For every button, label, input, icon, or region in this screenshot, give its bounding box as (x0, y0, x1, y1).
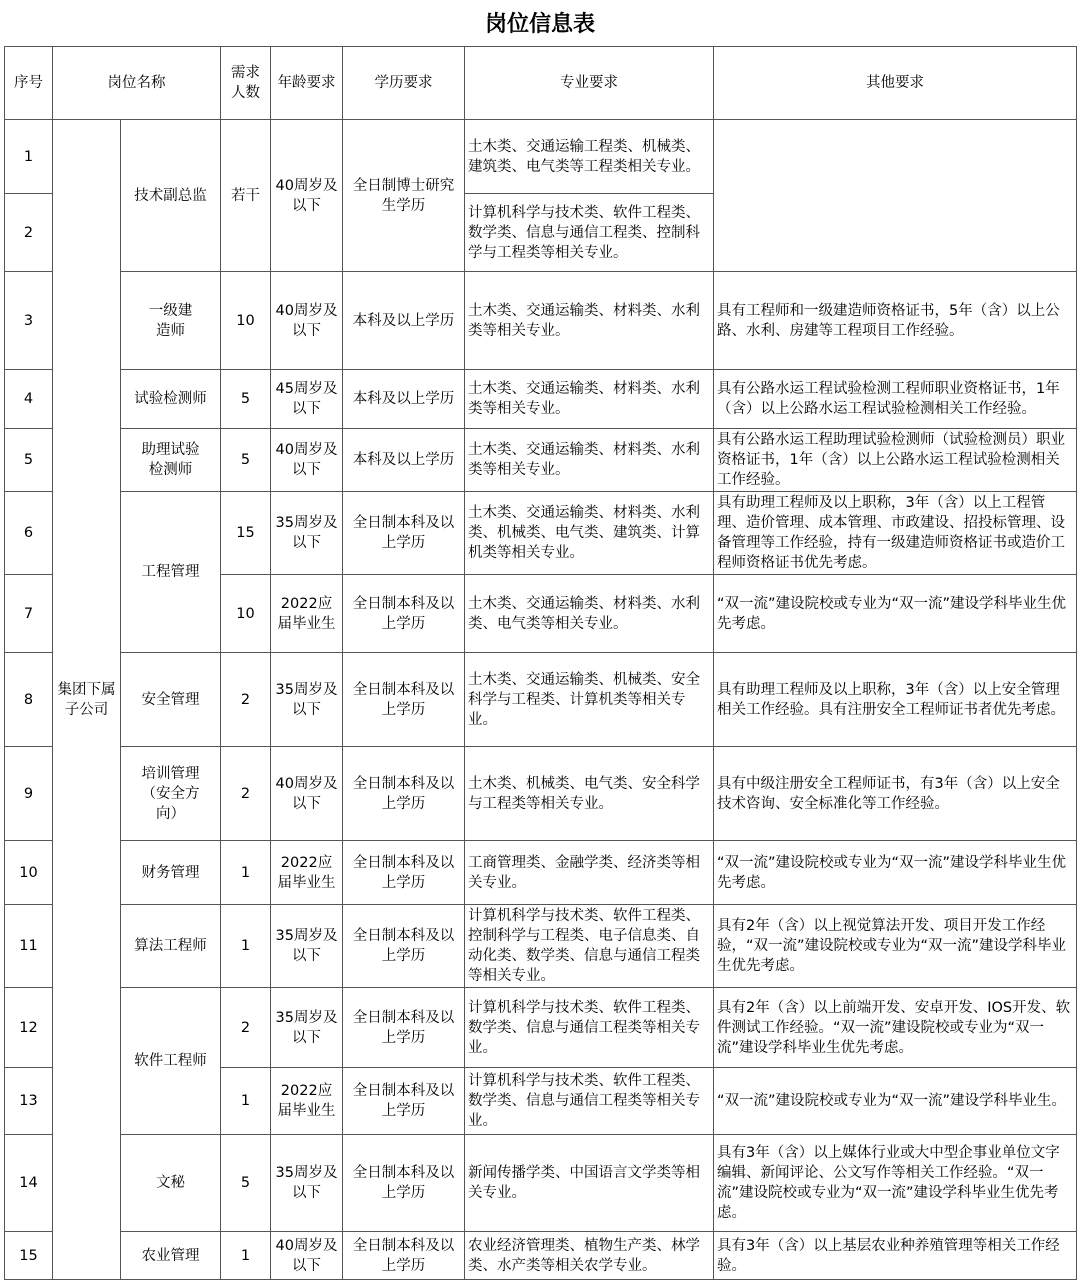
row-index: 11 (5, 905, 53, 988)
row-index: 15 (5, 1232, 53, 1280)
position-cell (121, 272, 221, 370)
major-cell: 计算机科学与技术类、软件工程类、数学类、信息与通信工程类等相关专业。 (465, 988, 714, 1068)
other-cell: 具有2年（含）以上视觉算法开发、项目开发工作经验，“双一流”建设院校或专业为“双一流”建设学科毕业生优先考虑。 (714, 905, 1077, 988)
page-title: 岗位信息表 (484, 12, 595, 37)
major-cell: 工商管理类、金融学类、经济类等相关专业。 (465, 841, 714, 905)
age-cell: 45周岁及以下 (271, 370, 343, 429)
position-cell: 试验检测师 (121, 370, 221, 429)
count-cell: 1 (221, 905, 271, 988)
education-cell: 本科及以上学历 (343, 429, 465, 492)
table-row (5, 653, 1077, 747)
unit-cell: 集团下属子公司 (53, 120, 121, 1280)
table-header-row (5, 47, 1077, 120)
table-row (5, 492, 1077, 575)
major-cell: 新闻传播学类、中国语言文学类等相关专业。 (465, 1135, 714, 1232)
header-major: 专业要求 (465, 47, 714, 120)
major-cell: 农业经济管理类、植物生产类、林学类、水产类等相关农学专业。 (465, 1232, 714, 1280)
count-cell: 5 (221, 370, 271, 429)
education-cell: 全日制本科及以上学历 (343, 841, 465, 905)
table-row (5, 120, 1077, 194)
count-cell: 2 (221, 653, 271, 747)
position-cell: 工程管理 (121, 492, 221, 653)
row-index: 5 (5, 429, 53, 492)
position-cell (121, 747, 221, 841)
table-row (5, 272, 1077, 370)
other-cell: 具有3年（含）以上基层农业种养殖管理等相关工作经验。 (714, 1232, 1077, 1280)
age-cell: 40周岁及以下 (271, 272, 343, 370)
age-cell: 40周岁及以下 (271, 1232, 343, 1280)
other-cell: 具有助理工程师及以上职称，3年（含）以上安全管理相关工作经验。具有注册安全工程师证书者优先考虑。 (714, 653, 1077, 747)
table-row (5, 841, 1077, 905)
age-cell: 35周岁及以下 (271, 1135, 343, 1232)
table-row (5, 370, 1077, 429)
count-cell: 10 (221, 272, 271, 370)
other-cell: 具有3年（含）以上媒体行业或大中型企事业单位文字编辑、新闻评论、公文写作等相关工作经验。“双一流”建设院校或专业为“双一流”建设学科毕业生优先考虑。 (714, 1135, 1077, 1232)
other-cell: “双一流”建设院校或专业为“双一流”建设学科毕业生。 (714, 1068, 1077, 1135)
major-cell: 土木类、交通运输类、材料类、水利类等相关专业。 (465, 429, 714, 492)
education-cell: 全日制本科及以上学历 (343, 1232, 465, 1280)
education-cell: 全日制博士研究生学历 (343, 120, 465, 272)
header-age: 年龄要求 (271, 47, 343, 120)
count-cell: 5 (221, 429, 271, 492)
count-cell: 2 (221, 988, 271, 1068)
other-cell: 具有工程师和一级建造师资格证书，5年（含）以上公路、水利、房建等工程项目工作经验。 (714, 272, 1077, 370)
other-cell: 具有助理工程师及以上职称，3年（含）以上工程管理、造价管理、成本管理、市政建设、招投标管理、设备管理等工作经验，持有一级建造师资格证书或造价工程师资格证书优先考虑。 (714, 492, 1077, 575)
count-cell: 2 (221, 747, 271, 841)
job-info-table (4, 46, 1077, 1280)
major-cell: 计算机科学与技术类、软件工程类、数学类、信息与通信工程类、控制科学与工程类等相关专业。 (465, 194, 714, 272)
education-cell: 全日制本科及以上学历 (343, 747, 465, 841)
row-index: 8 (5, 653, 53, 747)
other-cell: 具有公路水运工程试验检测工程师职业资格证书，1年（含）以上公路水运工程试验检测相关工作经验。 (714, 370, 1077, 429)
row-index: 7 (5, 575, 53, 653)
major-cell: 土木类、交通运输类、材料类、水利类、电气类等相关专业。 (465, 575, 714, 653)
major-cell: 土木类、交通运输类、机械类、安全科学与工程类、计算机类等相关专业。 (465, 653, 714, 747)
table-row (5, 988, 1077, 1068)
education-cell: 全日制本科及以上学历 (343, 492, 465, 575)
row-index: 1 (5, 120, 53, 194)
count-cell: 1 (221, 1232, 271, 1280)
age-cell: 35周岁及以下 (271, 492, 343, 575)
count-cell: 1 (221, 1068, 271, 1135)
row-index: 6 (5, 492, 53, 575)
row-index: 2 (5, 194, 53, 272)
row-index: 14 (5, 1135, 53, 1232)
major-cell: 土木类、交通运输类、材料类、水利类等相关专业。 (465, 370, 714, 429)
table-row (5, 1232, 1077, 1280)
header-count: 需求人数 (221, 47, 271, 120)
count-cell: 15 (221, 492, 271, 575)
position-cell: 软件工程师 (121, 988, 221, 1135)
table-row (5, 905, 1077, 988)
age-cell: 35周岁及以下 (271, 988, 343, 1068)
age-cell: 40周岁及以下 (271, 120, 343, 272)
position-cell: 财务管理 (121, 841, 221, 905)
education-cell: 全日制本科及以上学历 (343, 1135, 465, 1232)
education-cell: 本科及以上学历 (343, 272, 465, 370)
header-index: 序号 (5, 47, 53, 120)
age-cell: 2022应届毕业生 (271, 575, 343, 653)
count-cell: 1 (221, 841, 271, 905)
education-cell: 全日制本科及以上学历 (343, 653, 465, 747)
position-cell: 安全管理 (121, 653, 221, 747)
other-cell (714, 120, 1077, 272)
major-cell: 土木类、交通运输类、材料类、水利类、机械类、电气类、建筑类、计算机类等相关专业。 (465, 492, 714, 575)
count-cell: 若干 (221, 120, 271, 272)
age-cell: 2022应届毕业生 (271, 841, 343, 905)
row-index: 10 (5, 841, 53, 905)
major-cell: 土木类、机械类、电气类、安全科学与工程类等相关专业。 (465, 747, 714, 841)
count-cell: 5 (221, 1135, 271, 1232)
education-cell: 全日制本科及以上学历 (343, 1068, 465, 1135)
age-cell: 35周岁及以下 (271, 905, 343, 988)
row-index: 4 (5, 370, 53, 429)
education-cell: 全日制本科及以上学历 (343, 988, 465, 1068)
education-cell: 本科及以上学历 (343, 370, 465, 429)
other-cell: 具有中级注册安全工程师证书，有3年（含）以上安全技术咨询、安全标准化等工作经验。 (714, 747, 1077, 841)
position-cell: 算法工程师 (121, 905, 221, 988)
major-cell: 计算机科学与技术类、软件工程类、控制科学与工程类、电子信息类、自动化类、数学类、信息与通信工程类等相关专业。 (465, 905, 714, 988)
row-index: 3 (5, 272, 53, 370)
row-index: 12 (5, 988, 53, 1068)
age-cell: 40周岁及以下 (271, 429, 343, 492)
other-cell: “双一流”建设院校或专业为“双一流”建设学科毕业生优先考虑。 (714, 575, 1077, 653)
education-cell: 全日制本科及以上学历 (343, 575, 465, 653)
age-cell: 2022应届毕业生 (271, 1068, 343, 1135)
major-cell: 土木类、交通运输类、材料类、水利类等相关专业。 (465, 272, 714, 370)
position-cell: 农业管理 (121, 1232, 221, 1280)
table-row (5, 747, 1077, 841)
header-other: 其他要求 (714, 47, 1077, 120)
major-cell: 土木类、交通运输工程类、机械类、建筑类、电气类等工程类相关专业。 (465, 120, 714, 194)
age-cell: 35周岁及以下 (271, 653, 343, 747)
other-cell: “双一流”建设院校或专业为“双一流”建设学科毕业生优先考虑。 (714, 841, 1077, 905)
header-position: 岗位名称 (53, 47, 221, 120)
row-index: 13 (5, 1068, 53, 1135)
other-cell: 具有公路水运工程助理试验检测师（试验检测员）职业资格证书，1年（含）以上公路水运工程试验检测相关工作经验。 (714, 429, 1077, 492)
row-index: 9 (5, 747, 53, 841)
age-cell: 40周岁及以下 (271, 747, 343, 841)
major-cell: 计算机科学与技术类、软件工程类、数学类、信息与通信工程类等相关专业。 (465, 1068, 714, 1135)
position-text: 培训管理（安全方向） (141, 765, 200, 822)
table-row (5, 1135, 1077, 1232)
position-cell (121, 429, 221, 492)
other-cell: 具有2年（含）以上前端开发、安卓开发、IOS开发、软件测试工作经验。“双一流”建设院校或专业为“双一流”建设学科毕业生优先考虑。 (714, 988, 1077, 1068)
position-cell: 文秘 (121, 1135, 221, 1232)
count-cell: 10 (221, 575, 271, 653)
position-text: 助理试验检测师 (141, 442, 200, 478)
position-text: 一级建造师 (148, 302, 193, 339)
education-cell: 全日制本科及以上学历 (343, 905, 465, 988)
header-education: 学历要求 (343, 47, 465, 120)
position-cell: 技术副总监 (121, 120, 221, 272)
table-row (5, 429, 1077, 492)
